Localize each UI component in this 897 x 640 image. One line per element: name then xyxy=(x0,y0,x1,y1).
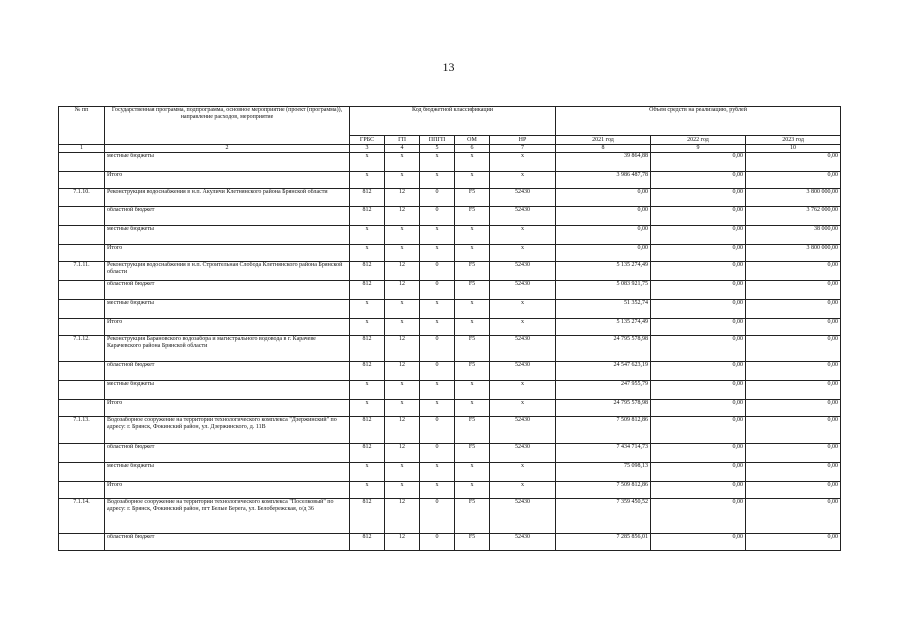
amount-2023-cell: 0,00 xyxy=(746,482,841,499)
header-2022: 2022 год xyxy=(651,136,746,145)
gp-cell: х xyxy=(385,463,420,482)
header-volume: Объем средств на реализацию, рублей xyxy=(556,107,841,136)
ppgp-cell: х xyxy=(420,482,455,499)
row-number-cell xyxy=(59,153,105,172)
row-name-cell: Водозаборное сооружение на территории технологического комплекса "Дзержинский" по адресу: г. Брянск, Фокинский район, ул. Дзержинского, д. 11В xyxy=(105,417,350,444)
amount-2021-cell: 5 135 274,49 xyxy=(556,262,651,281)
ppgp-cell: 0 xyxy=(420,189,455,207)
amount-2023-cell: 0,00 xyxy=(746,153,841,172)
ppgp-cell: х xyxy=(420,463,455,482)
amount-2023-cell: 0,00 xyxy=(746,172,841,189)
row-number-cell xyxy=(59,362,105,381)
amount-2021-cell: 7 434 714,73 xyxy=(556,444,651,463)
ppgp-cell: 0 xyxy=(420,262,455,281)
table-row xyxy=(59,300,841,319)
amount-2023-cell: 0,00 xyxy=(746,499,841,534)
om-cell: F5 xyxy=(455,189,490,207)
nr-cell: х xyxy=(490,245,556,262)
amount-2023-cell: 0,00 xyxy=(746,463,841,482)
amount-2023-cell: 0,00 xyxy=(746,534,841,551)
amount-2022-cell: 0,00 xyxy=(651,300,746,319)
table-row xyxy=(59,444,841,463)
nr-cell: 52430 xyxy=(490,499,556,534)
row-number-cell xyxy=(59,172,105,189)
table-row xyxy=(59,319,841,336)
om-cell: х xyxy=(455,463,490,482)
nr-cell: х xyxy=(490,482,556,499)
row-number-cell xyxy=(59,245,105,262)
gp-cell: 12 xyxy=(385,336,420,362)
om-cell: х xyxy=(455,245,490,262)
amount-2022-cell: 0,00 xyxy=(651,336,746,362)
nr-cell: 52430 xyxy=(490,262,556,281)
row-name-cell: Реконструкция водоснабжения в н.п. Акуличи Клетнянского района Брянской области xyxy=(105,189,350,207)
gp-cell: 12 xyxy=(385,444,420,463)
col-number: 3 xyxy=(350,145,385,153)
nr-cell: 52430 xyxy=(490,362,556,381)
row-name-cell: Итого xyxy=(105,319,350,336)
header-kbk: Код бюджетной классификации xyxy=(350,107,556,136)
grbs-cell: х xyxy=(350,463,385,482)
row-name-cell: Реконструкция Барановского водозабора и магистрального водовода в г. Карачеве Карачевского района Брянской области xyxy=(105,336,350,362)
om-cell: х xyxy=(455,226,490,245)
nr-cell: 52430 xyxy=(490,444,556,463)
row-name-cell: Итого xyxy=(105,482,350,499)
om-cell: F5 xyxy=(455,417,490,444)
table-row xyxy=(59,463,841,482)
nr-cell: х xyxy=(490,400,556,417)
row-number-cell xyxy=(59,400,105,417)
row-name-cell: местные бюджеты xyxy=(105,153,350,172)
row-number-cell xyxy=(59,463,105,482)
row-number-cell xyxy=(59,482,105,499)
row-number-cell: 7.1.10. xyxy=(59,189,105,207)
table-row xyxy=(59,262,841,281)
nr-cell: 52430 xyxy=(490,207,556,226)
gp-cell: 12 xyxy=(385,534,420,551)
nr-cell: х xyxy=(490,319,556,336)
grbs-cell: 812 xyxy=(350,444,385,463)
grbs-cell: х xyxy=(350,319,385,336)
nr-cell: х xyxy=(490,226,556,245)
amount-2021-cell: 7 509 812,86 xyxy=(556,482,651,499)
row-name-cell: областной бюджет xyxy=(105,281,350,300)
gp-cell: 12 xyxy=(385,189,420,207)
gp-cell: х xyxy=(385,172,420,189)
nr-cell: 52430 xyxy=(490,417,556,444)
om-cell: F5 xyxy=(455,534,490,551)
row-number-cell: 7.1.14. xyxy=(59,499,105,534)
om-cell: F5 xyxy=(455,362,490,381)
gp-cell: х xyxy=(385,153,420,172)
om-cell: х xyxy=(455,153,490,172)
header-nr: НР xyxy=(490,136,556,145)
amount-2023-cell: 0,00 xyxy=(746,400,841,417)
nr-cell: 52430 xyxy=(490,336,556,362)
row-name-cell: Итого xyxy=(105,245,350,262)
header-2023: 2023 год xyxy=(746,136,841,145)
row-name-cell: областной бюджет xyxy=(105,207,350,226)
amount-2023-cell: 0,00 xyxy=(746,300,841,319)
amount-2021-cell: 39 864,88 xyxy=(556,153,651,172)
amount-2022-cell: 0,00 xyxy=(651,417,746,444)
ppgp-cell: 0 xyxy=(420,336,455,362)
table-row xyxy=(59,281,841,300)
nr-cell: х xyxy=(490,172,556,189)
grbs-cell: 812 xyxy=(350,534,385,551)
ppgp-cell: х xyxy=(420,172,455,189)
col-number: 9 xyxy=(651,145,746,153)
ppgp-cell: х xyxy=(420,226,455,245)
row-number-cell xyxy=(59,444,105,463)
row-number-cell: 7.1.11. xyxy=(59,262,105,281)
ppgp-cell: 0 xyxy=(420,281,455,300)
row-name-cell: местные бюджеты xyxy=(105,226,350,245)
grbs-cell: х xyxy=(350,400,385,417)
ppgp-cell: 0 xyxy=(420,499,455,534)
amount-2021-cell: 5 135 274,49 xyxy=(556,319,651,336)
amount-2021-cell: 7 285 856,01 xyxy=(556,534,651,551)
table-row xyxy=(59,482,841,499)
gp-cell: 12 xyxy=(385,417,420,444)
gp-cell: 12 xyxy=(385,499,420,534)
col-number: 8 xyxy=(556,145,651,153)
gp-cell: х xyxy=(385,400,420,417)
row-name-cell: Итого xyxy=(105,400,350,417)
gp-cell: х xyxy=(385,482,420,499)
grbs-cell: х xyxy=(350,226,385,245)
nr-cell: х xyxy=(490,463,556,482)
om-cell: х xyxy=(455,300,490,319)
nr-cell: 52430 xyxy=(490,281,556,300)
amount-2023-cell: 0,00 xyxy=(746,362,841,381)
grbs-cell: х xyxy=(350,245,385,262)
table-row xyxy=(59,381,841,400)
row-name-cell: местные бюджеты xyxy=(105,463,350,482)
amount-2021-cell: 24 547 623,19 xyxy=(556,362,651,381)
amount-2023-cell: 0,00 xyxy=(746,262,841,281)
amount-2021-cell: 3 986 487,78 xyxy=(556,172,651,189)
amount-2023-cell: 0,00 xyxy=(746,319,841,336)
amount-2023-cell: 0,00 xyxy=(746,444,841,463)
header-name: Государственная программа, подпрограмма, основное мероприятие (проект (программа)), направление расходов, мероприятие xyxy=(105,107,350,145)
amount-2023-cell: 3 762 000,00 xyxy=(746,207,841,226)
row-name-cell: местные бюджеты xyxy=(105,381,350,400)
gp-cell: 12 xyxy=(385,262,420,281)
om-cell: F5 xyxy=(455,336,490,362)
header-om: ОМ xyxy=(455,136,490,145)
row-number-cell xyxy=(59,534,105,551)
col-number: 5 xyxy=(420,145,455,153)
header-ppgp: ППГП xyxy=(420,136,455,145)
row-name-cell: Реконструкция водоснабжения в н.п. Строительная Слобода Клетнянского района Брянской области xyxy=(105,262,350,281)
amount-2022-cell: 0,00 xyxy=(651,281,746,300)
amount-2023-cell: 3 800 000,00 xyxy=(746,245,841,262)
amount-2021-cell: 51 352,74 xyxy=(556,300,651,319)
grbs-cell: х xyxy=(350,381,385,400)
row-name-cell: Итого xyxy=(105,172,350,189)
grbs-cell: 812 xyxy=(350,262,385,281)
ppgp-cell: 0 xyxy=(420,444,455,463)
row-name-cell: местные бюджеты xyxy=(105,300,350,319)
budget-table xyxy=(58,106,841,551)
ppgp-cell: 0 xyxy=(420,417,455,444)
row-number-cell xyxy=(59,226,105,245)
amount-2022-cell: 0,00 xyxy=(651,319,746,336)
amount-2021-cell: 24 795 578,98 xyxy=(556,400,651,417)
table-row xyxy=(59,226,841,245)
ppgp-cell: х xyxy=(420,319,455,336)
amount-2021-cell: 0,00 xyxy=(556,245,651,262)
om-cell: х xyxy=(455,381,490,400)
row-name-cell: Водозаборное сооружение на территории технологического комплекса "Поселковый" по адресу: г. Брянск, Фокинский район, пгт Белые Берега, ул. Белобережская, о/д 36 xyxy=(105,499,350,534)
table-row xyxy=(59,417,841,444)
om-cell: F5 xyxy=(455,207,490,226)
row-name-cell: областной бюджет xyxy=(105,444,350,463)
amount-2021-cell: 0,00 xyxy=(556,189,651,207)
col-number: 10 xyxy=(746,145,841,153)
amount-2021-cell: 7 509 812,86 xyxy=(556,417,651,444)
om-cell: F5 xyxy=(455,262,490,281)
table-row xyxy=(59,400,841,417)
amount-2022-cell: 0,00 xyxy=(651,207,746,226)
ppgp-cell: х xyxy=(420,400,455,417)
col-number: 4 xyxy=(385,145,420,153)
row-number-cell xyxy=(59,319,105,336)
gp-cell: 12 xyxy=(385,207,420,226)
amount-2021-cell: 0,00 xyxy=(556,207,651,226)
om-cell: F5 xyxy=(455,281,490,300)
grbs-cell: 812 xyxy=(350,281,385,300)
gp-cell: х xyxy=(385,319,420,336)
header-num: № пп xyxy=(59,107,105,145)
col-number: 2 xyxy=(105,145,350,153)
table-row xyxy=(59,189,841,207)
col-number: 6 xyxy=(455,145,490,153)
grbs-cell: х xyxy=(350,482,385,499)
ppgp-cell: х xyxy=(420,381,455,400)
table-row xyxy=(59,534,841,551)
table-row xyxy=(59,245,841,262)
amount-2022-cell: 0,00 xyxy=(651,499,746,534)
gp-cell: х xyxy=(385,226,420,245)
grbs-cell: х xyxy=(350,300,385,319)
header-2021: 2021 год xyxy=(556,136,651,145)
amount-2022-cell: 0,00 xyxy=(651,172,746,189)
amount-2022-cell: 0,00 xyxy=(651,482,746,499)
budget-table-body xyxy=(59,153,841,551)
table-row xyxy=(59,336,841,362)
ppgp-cell: 0 xyxy=(420,534,455,551)
col-number: 1 xyxy=(59,145,105,153)
gp-cell: 12 xyxy=(385,281,420,300)
row-name-cell: областной бюджет xyxy=(105,362,350,381)
amount-2022-cell: 0,00 xyxy=(651,400,746,417)
amount-2023-cell: 3 800 000,00 xyxy=(746,189,841,207)
row-number-cell: 7.1.12. xyxy=(59,336,105,362)
om-cell: х xyxy=(455,319,490,336)
amount-2023-cell: 38 000,00 xyxy=(746,226,841,245)
amount-2022-cell: 0,00 xyxy=(651,381,746,400)
amount-2023-cell: 0,00 xyxy=(746,336,841,362)
om-cell: х xyxy=(455,172,490,189)
ppgp-cell: х xyxy=(420,153,455,172)
amount-2022-cell: 0,00 xyxy=(651,534,746,551)
amount-2021-cell: 247 955,79 xyxy=(556,381,651,400)
header-gp: ГП xyxy=(385,136,420,145)
col-number: 7 xyxy=(490,145,556,153)
grbs-cell: 812 xyxy=(350,499,385,534)
ppgp-cell: 0 xyxy=(420,207,455,226)
table-row xyxy=(59,499,841,534)
nr-cell: 52430 xyxy=(490,189,556,207)
grbs-cell: 812 xyxy=(350,362,385,381)
amount-2021-cell: 7 359 450,52 xyxy=(556,499,651,534)
grbs-cell: х xyxy=(350,172,385,189)
row-number-cell xyxy=(59,300,105,319)
nr-cell: х xyxy=(490,153,556,172)
row-number-cell xyxy=(59,281,105,300)
table-row xyxy=(59,207,841,226)
nr-cell: х xyxy=(490,381,556,400)
row-name-cell: областной бюджет xyxy=(105,534,350,551)
gp-cell: х xyxy=(385,381,420,400)
grbs-cell: 812 xyxy=(350,189,385,207)
grbs-cell: 812 xyxy=(350,207,385,226)
grbs-cell: 812 xyxy=(350,417,385,444)
amount-2022-cell: 0,00 xyxy=(651,463,746,482)
amount-2021-cell: 24 795 578,98 xyxy=(556,336,651,362)
nr-cell: х xyxy=(490,300,556,319)
amount-2021-cell: 0,00 xyxy=(556,226,651,245)
om-cell: х xyxy=(455,482,490,499)
amount-2022-cell: 0,00 xyxy=(651,245,746,262)
ppgp-cell: х xyxy=(420,300,455,319)
amount-2021-cell: 5 083 921,75 xyxy=(556,281,651,300)
gp-cell: х xyxy=(385,245,420,262)
grbs-cell: 812 xyxy=(350,336,385,362)
row-number-cell: 7.1.13. xyxy=(59,417,105,444)
amount-2021-cell: 75 098,13 xyxy=(556,463,651,482)
amount-2023-cell: 0,00 xyxy=(746,281,841,300)
grbs-cell: х xyxy=(350,153,385,172)
amount-2022-cell: 0,00 xyxy=(651,362,746,381)
page-number: 13 xyxy=(442,60,455,74)
om-cell: F5 xyxy=(455,499,490,534)
table-row xyxy=(59,153,841,172)
amount-2023-cell: 0,00 xyxy=(746,381,841,400)
row-number-cell xyxy=(59,207,105,226)
row-number-cell xyxy=(59,381,105,400)
ppgp-cell: х xyxy=(420,245,455,262)
amount-2022-cell: 0,00 xyxy=(651,153,746,172)
amount-2022-cell: 0,00 xyxy=(651,262,746,281)
ppgp-cell: 0 xyxy=(420,362,455,381)
nr-cell: 52430 xyxy=(490,534,556,551)
amount-2022-cell: 0,00 xyxy=(651,444,746,463)
table-row xyxy=(59,172,841,189)
header-grbs: ГРБС xyxy=(350,136,385,145)
gp-cell: 12 xyxy=(385,362,420,381)
amount-2022-cell: 0,00 xyxy=(651,226,746,245)
amount-2022-cell: 0,00 xyxy=(651,189,746,207)
gp-cell: х xyxy=(385,300,420,319)
amount-2023-cell: 0,00 xyxy=(746,417,841,444)
table-row xyxy=(59,362,841,381)
om-cell: F5 xyxy=(455,444,490,463)
om-cell: х xyxy=(455,400,490,417)
